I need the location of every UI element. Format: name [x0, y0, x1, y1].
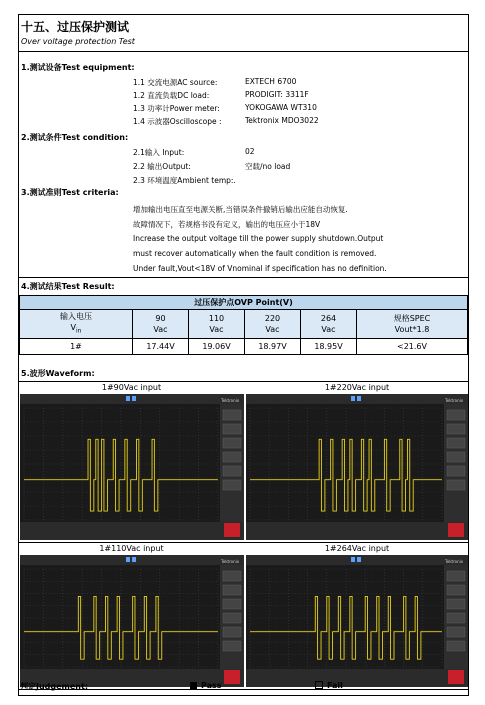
- page-title: 十五、过压保护测试: [21, 20, 130, 34]
- condition-value: 空载/no load: [245, 162, 291, 171]
- scope-menu-button: [447, 424, 465, 434]
- scope-run-indicator: [448, 670, 464, 684]
- waveform-caption: 1#110Vac input: [99, 544, 164, 553]
- col-90vac: [133, 310, 189, 339]
- trigger-marker-icon: [132, 396, 136, 401]
- equipment-label: 1.4 示波器Oscilloscope :: [133, 117, 222, 126]
- ovp-value: 18.97V: [245, 339, 301, 355]
- ovp-value: 17.44V: [133, 339, 189, 355]
- scope-menu-button: [223, 452, 241, 462]
- equipment-label: 1.2 直流负载DC load:: [133, 91, 210, 100]
- report-sheet: [18, 14, 469, 696]
- scope-menu-button: [447, 410, 465, 420]
- scope-menu-button: [447, 641, 465, 651]
- waveform-caption: 1#90Vac input: [101, 383, 162, 392]
- col-unit: Vac: [265, 325, 280, 334]
- equipment-value: Tektronix MDO3022: [245, 116, 319, 125]
- col-voltage: 90: [155, 314, 166, 323]
- scope-menu-button: [447, 613, 465, 623]
- waveform-caption: 1#264Vac input: [324, 544, 390, 553]
- col-voltage: 110: [208, 314, 225, 323]
- col-voltage: 220: [264, 314, 281, 323]
- scope-side-panel: [220, 565, 244, 687]
- scope-brand: Tektronix: [221, 398, 240, 403]
- scope-side-panel: [444, 565, 468, 687]
- scope-display: [246, 555, 468, 687]
- result-heading: 4.测试结果Test Result:: [21, 282, 115, 291]
- scope-menu-button: [447, 585, 465, 595]
- scope-menu-button: [223, 466, 241, 476]
- col-input-symbol: [20, 322, 132, 337]
- scope-menu-button: [447, 599, 465, 609]
- scope-brand: Tektronix: [445, 559, 464, 564]
- divider: [19, 277, 468, 278]
- condition-value: 02: [245, 147, 255, 156]
- scope-menu-button: [447, 627, 465, 637]
- trigger-marker-icon: [351, 396, 355, 401]
- col-264vac: [301, 310, 357, 339]
- scope-run-indicator: [448, 523, 464, 537]
- criteria-line: 增加输出电压直至电源关断,当错误条件撤销后输出应能自动恢复.: [133, 205, 348, 214]
- condition-label: 2.1输入 Input:: [133, 148, 185, 157]
- waveform-heading: 5.波形Waveform:: [21, 369, 95, 378]
- equipment-value: PRODIGIT: 3311F: [245, 90, 309, 99]
- equipment-label: 1.1 交流电源AC source:: [133, 78, 218, 87]
- condition-label: 2.3 环境温度Ambient temp:.: [133, 176, 236, 185]
- scope-menu-button: [223, 480, 241, 490]
- page-subtitle: Over voltage protection Test: [21, 37, 135, 46]
- scope-bottom-bar: [20, 522, 244, 540]
- criteria-line: 故障情况下，若规格书没有定义，输出的电压应小于18V: [133, 220, 321, 229]
- pass-label: Pass: [201, 681, 222, 690]
- scope-menu-button: [223, 424, 241, 434]
- trigger-marker-icon: [126, 557, 130, 562]
- scope-menu-button: [447, 452, 465, 462]
- equipment-value: EXTECH 6700: [245, 77, 297, 86]
- scope-run-indicator: [224, 670, 240, 684]
- trigger-marker-icon: [126, 396, 130, 401]
- col-unit: Vac: [321, 325, 336, 334]
- col-spec-title: 规格SPEC: [393, 314, 431, 323]
- equipment-label: 1.3 功率计Power meter:: [133, 104, 220, 113]
- equipment-heading: 1.测试设备Test equipment:: [21, 63, 135, 72]
- judgement-pass[interactable]: [190, 681, 222, 690]
- judgement-label: 判定Judgement:: [20, 682, 89, 691]
- spec-value: <21.6V: [357, 339, 468, 355]
- judgement-fail[interactable]: [315, 681, 343, 690]
- ovp-value: 19.06V: [189, 339, 245, 355]
- criteria-heading: 3.测试准则Test criteria:: [21, 188, 119, 197]
- criteria-line: must recover automatically when the fault condition is removed.: [133, 249, 377, 258]
- scope-menu-button: [447, 466, 465, 476]
- waveform-caption: 1#220Vac input: [324, 383, 390, 392]
- scope-menu-button: [223, 571, 241, 581]
- col-unit: Vac: [153, 325, 168, 334]
- condition-heading: 2.测试条件Test condition:: [21, 133, 129, 142]
- criteria-line: Under fault,Vout<18V of Vnominal if specification has no definition.: [133, 264, 387, 273]
- row-label: 1#: [20, 339, 133, 355]
- scope-menu-button: [447, 480, 465, 490]
- scope-menu-button: [223, 613, 241, 623]
- trigger-marker-icon: [357, 557, 361, 562]
- scope-menu-button: [223, 599, 241, 609]
- divider: [19, 51, 468, 52]
- fail-label: Fail: [327, 681, 343, 690]
- scope-menu-button: [223, 627, 241, 637]
- scope-bottom-bar: [246, 669, 468, 687]
- col-spec: [357, 310, 468, 339]
- table-row: [20, 339, 468, 355]
- col-voltage: 264: [320, 314, 337, 323]
- scope-menu-button: [447, 571, 465, 581]
- condition-label: 2.2 输出Output:: [133, 162, 191, 171]
- scope-screenshot: [246, 394, 468, 540]
- col-input-cn: 输入电压: [60, 312, 92, 322]
- scope-brand: Tektronix: [221, 559, 240, 564]
- trigger-marker-icon: [357, 396, 361, 401]
- scope-brand: Tektronix: [445, 398, 464, 403]
- col-110vac: [189, 310, 245, 339]
- criteria-line: Increase the output voltage till the power supply shutdown.Output: [133, 234, 384, 243]
- scope-menu-button: [223, 641, 241, 651]
- vin-subscript: in: [76, 327, 82, 335]
- scope-display: [20, 394, 244, 540]
- checkbox-empty-icon: [315, 681, 323, 689]
- scope-display: [20, 555, 244, 687]
- divider: [19, 381, 468, 382]
- scope-screenshot: [20, 555, 244, 687]
- scope-menu-button: [223, 585, 241, 595]
- scope-display: [246, 394, 468, 540]
- checkbox-checked-icon: [190, 682, 197, 689]
- vin-symbol: V: [70, 323, 76, 333]
- trigger-marker-icon: [132, 557, 136, 562]
- col-unit: Vac: [209, 325, 224, 334]
- col-220vac: [245, 310, 301, 339]
- equipment-value: YOKOGAWA WT310: [245, 103, 317, 112]
- scope-run-indicator: [224, 523, 240, 537]
- ovp-table: [19, 295, 468, 355]
- trigger-marker-icon: [351, 557, 355, 562]
- scope-screenshot: [246, 555, 468, 687]
- scope-menu-button: [223, 410, 241, 420]
- col-spec-formula: Vout*1.8: [394, 325, 430, 334]
- scope-menu-button: [223, 438, 241, 448]
- ovp-value: 18.95V: [301, 339, 357, 355]
- col-input-voltage: [20, 310, 133, 339]
- ovp-table-title: 过压保护点OVP Point(V): [20, 296, 468, 310]
- divider: [19, 542, 468, 543]
- scope-bottom-bar: [246, 522, 468, 540]
- scope-menu-button: [447, 438, 465, 448]
- scope-screenshot: [20, 394, 244, 540]
